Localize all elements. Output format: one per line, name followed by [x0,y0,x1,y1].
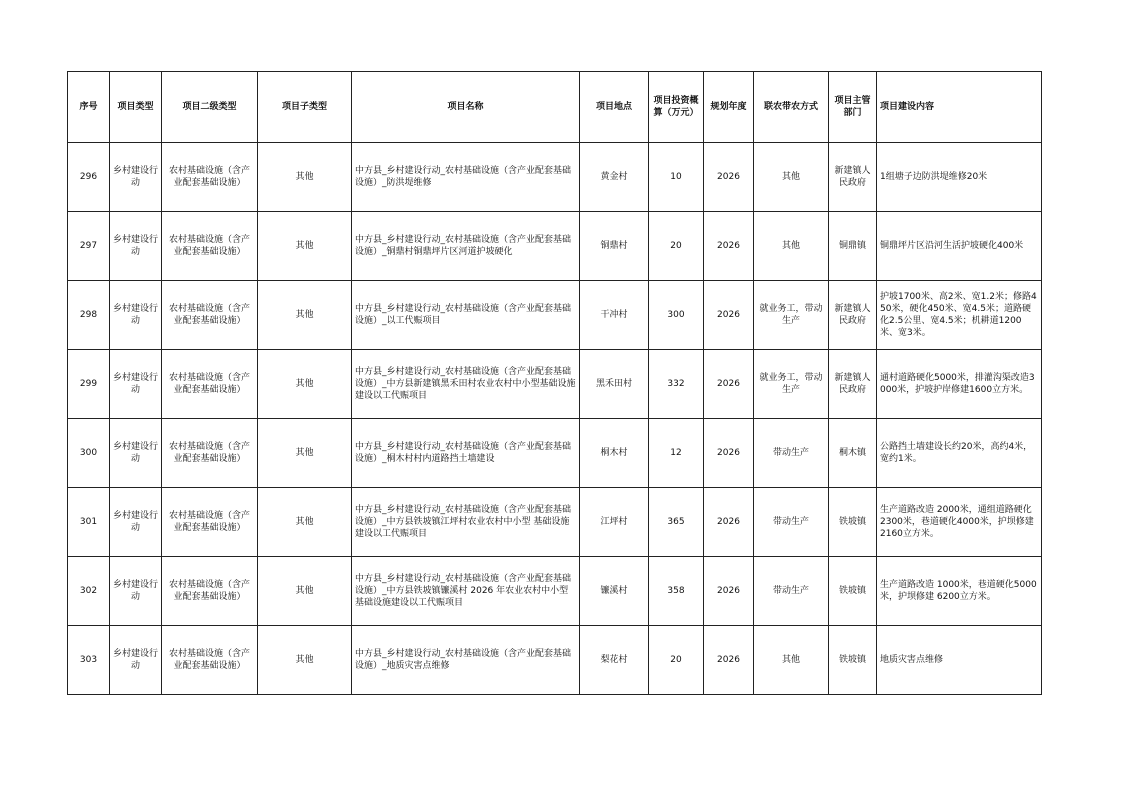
cell-type: 乡村建设行动 [110,488,162,557]
cell-mode: 其他 [754,212,829,281]
cell-subtype2: 农村基础设施（含产业配套基础设施） [162,143,258,212]
cell-type: 乡村建设行动 [110,419,162,488]
header-subtype2: 项目二级类型 [162,72,258,143]
table-row [68,488,1042,557]
cell-mode: 带动生产 [754,419,829,488]
cell-subtype2: 农村基础设施（含产业配套基础设施） [162,350,258,419]
cell-year: 2026 [704,350,754,419]
cell-location: 干冲村 [580,281,649,350]
cell-subtype2: 农村基础设施（含产业配套基础设施） [162,212,258,281]
table-row [68,281,1042,350]
cell-location: 镰溪村 [580,557,649,626]
header-subtype: 项目子类型 [258,72,352,143]
cell-invest: 20 [649,626,704,695]
cell-content: 生产道路改造 2000米，通组道路硬化 2300米，巷道硬化4000米，护坝修建 2160立方米。 [877,488,1042,557]
cell-type: 乡村建设行动 [110,350,162,419]
cell-invest: 358 [649,557,704,626]
cell-dept: 新建镇人民政府 [829,281,877,350]
header-dept: 项目主管部门 [829,72,877,143]
cell-dept: 铜鼎镇 [829,212,877,281]
cell-subtype: 其他 [258,488,352,557]
cell-subtype2: 农村基础设施（含产业配套基础设施） [162,557,258,626]
cell-year: 2026 [704,281,754,350]
cell-location: 铜鼎村 [580,212,649,281]
cell-content: 1组塘子边防洪堤维修20米 [877,143,1042,212]
cell-location: 江坪村 [580,488,649,557]
header-year: 规划年度 [704,72,754,143]
cell-invest: 12 [649,419,704,488]
cell-year: 2026 [704,143,754,212]
cell-dept: 新建镇人民政府 [829,350,877,419]
cell-year: 2026 [704,557,754,626]
cell-location: 黄金村 [580,143,649,212]
cell-subtype2: 农村基础设施（含产业配套基础设施） [162,419,258,488]
table-row [68,557,1042,626]
cell-location: 黑禾田村 [580,350,649,419]
cell-mode: 带动生产 [754,557,829,626]
table-row [68,626,1042,695]
cell-invest: 10 [649,143,704,212]
cell-subtype: 其他 [258,143,352,212]
cell-name: 中方县_乡村建设行动_农村基础设施（含产业配套基础设施）_中方县铁坡镇江坪村农业农村中小型 基础设施建设以工代赈项目 [352,488,580,557]
cell-no: 300 [68,419,110,488]
cell-type: 乡村建设行动 [110,281,162,350]
cell-no: 298 [68,281,110,350]
cell-mode: 就业务工，带动生产 [754,281,829,350]
cell-invest: 300 [649,281,704,350]
cell-invest: 332 [649,350,704,419]
cell-content: 公路挡土墙建设长约20米，高约4米，宽约1米。 [877,419,1042,488]
cell-location: 梨花村 [580,626,649,695]
cell-type: 乡村建设行动 [110,626,162,695]
header-no: 序号 [68,72,110,143]
cell-dept: 铁坡镇 [829,488,877,557]
cell-no: 299 [68,350,110,419]
cell-location: 桐木村 [580,419,649,488]
header-invest: 项目投资概算（万元） [649,72,704,143]
cell-year: 2026 [704,212,754,281]
cell-subtype: 其他 [258,350,352,419]
cell-name: 中方县_乡村建设行动_农村基础设施（含产业配套基础设施）_中方县新建镇黑禾田村农业农村中小型基础设施建设以工代赈项目 [352,350,580,419]
cell-subtype: 其他 [258,557,352,626]
cell-year: 2026 [704,488,754,557]
cell-content: 生产道路改造 1000米，巷道硬化5000米，护坝修建 6200立方米。 [877,557,1042,626]
cell-no: 296 [68,143,110,212]
cell-no: 301 [68,488,110,557]
cell-year: 2026 [704,626,754,695]
header-row [68,72,1042,143]
cell-invest: 365 [649,488,704,557]
header-name: 项目名称 [352,72,580,143]
cell-name: 中方县_乡村建设行动_农村基础设施（含产业配套基础设施）_铜鼎村铜鼎坪片区河道护坡硬化 [352,212,580,281]
cell-name: 中方县_乡村建设行动_农村基础设施（含产业配套基础设施）_地质灾害点维修 [352,626,580,695]
cell-content: 通村道路硬化5000米，排灌沟渠改造3000米，护坡护岸修建1600立方米。 [877,350,1042,419]
cell-dept: 铁坡镇 [829,626,877,695]
header-location: 项目地点 [580,72,649,143]
cell-subtype: 其他 [258,212,352,281]
table-row [68,212,1042,281]
table-row [68,419,1042,488]
cell-no: 302 [68,557,110,626]
cell-type: 乡村建设行动 [110,212,162,281]
table-row [68,143,1042,212]
cell-content: 地质灾害点维修 [877,626,1042,695]
cell-dept: 铁坡镇 [829,557,877,626]
cell-name: 中方县_乡村建设行动_农村基础设施（含产业配套基础设施）_防洪堤维修 [352,143,580,212]
cell-subtype: 其他 [258,281,352,350]
cell-subtype: 其他 [258,626,352,695]
cell-subtype2: 农村基础设施（含产业配套基础设施） [162,281,258,350]
cell-no: 303 [68,626,110,695]
cell-name: 中方县_乡村建设行动_农村基础设施（含产业配套基础设施）_桐木村村内道路挡土墙建设 [352,419,580,488]
project-table [67,71,1042,695]
cell-year: 2026 [704,419,754,488]
cell-dept: 桐木镇 [829,419,877,488]
cell-subtype2: 农村基础设施（含产业配套基础设施） [162,488,258,557]
cell-subtype: 其他 [258,419,352,488]
cell-mode: 带动生产 [754,488,829,557]
cell-type: 乡村建设行动 [110,557,162,626]
cell-content: 铜鼎坪片区沿河生活护坡硬化400米 [877,212,1042,281]
cell-name: 中方县_乡村建设行动_农村基础设施（含产业配套基础设施）_以工代赈项目 [352,281,580,350]
cell-name: 中方县_乡村建设行动_农村基础设施（含产业配套基础设施）_中方县铁坡镇镰溪村 2026 年农业农村中小型基础设施建设以工代赈项目 [352,557,580,626]
cell-mode: 其他 [754,143,829,212]
table-row [68,350,1042,419]
header-mode: 联农带农方式 [754,72,829,143]
cell-dept: 新建镇人民政府 [829,143,877,212]
cell-invest: 20 [649,212,704,281]
cell-content: 护坡1700米、高2米、宽1.2米；修路450米，硬化450米、宽4.5米；道路硬化2.5公里、宽4.5米；机耕道1200米、宽3米。 [877,281,1042,350]
cell-subtype2: 农村基础设施（含产业配套基础设施） [162,626,258,695]
header-type: 项目类型 [110,72,162,143]
cell-mode: 其他 [754,626,829,695]
cell-no: 297 [68,212,110,281]
header-content: 项目建设内容 [877,72,1042,143]
cell-type: 乡村建设行动 [110,143,162,212]
cell-mode: 就业务工，带动生产 [754,350,829,419]
